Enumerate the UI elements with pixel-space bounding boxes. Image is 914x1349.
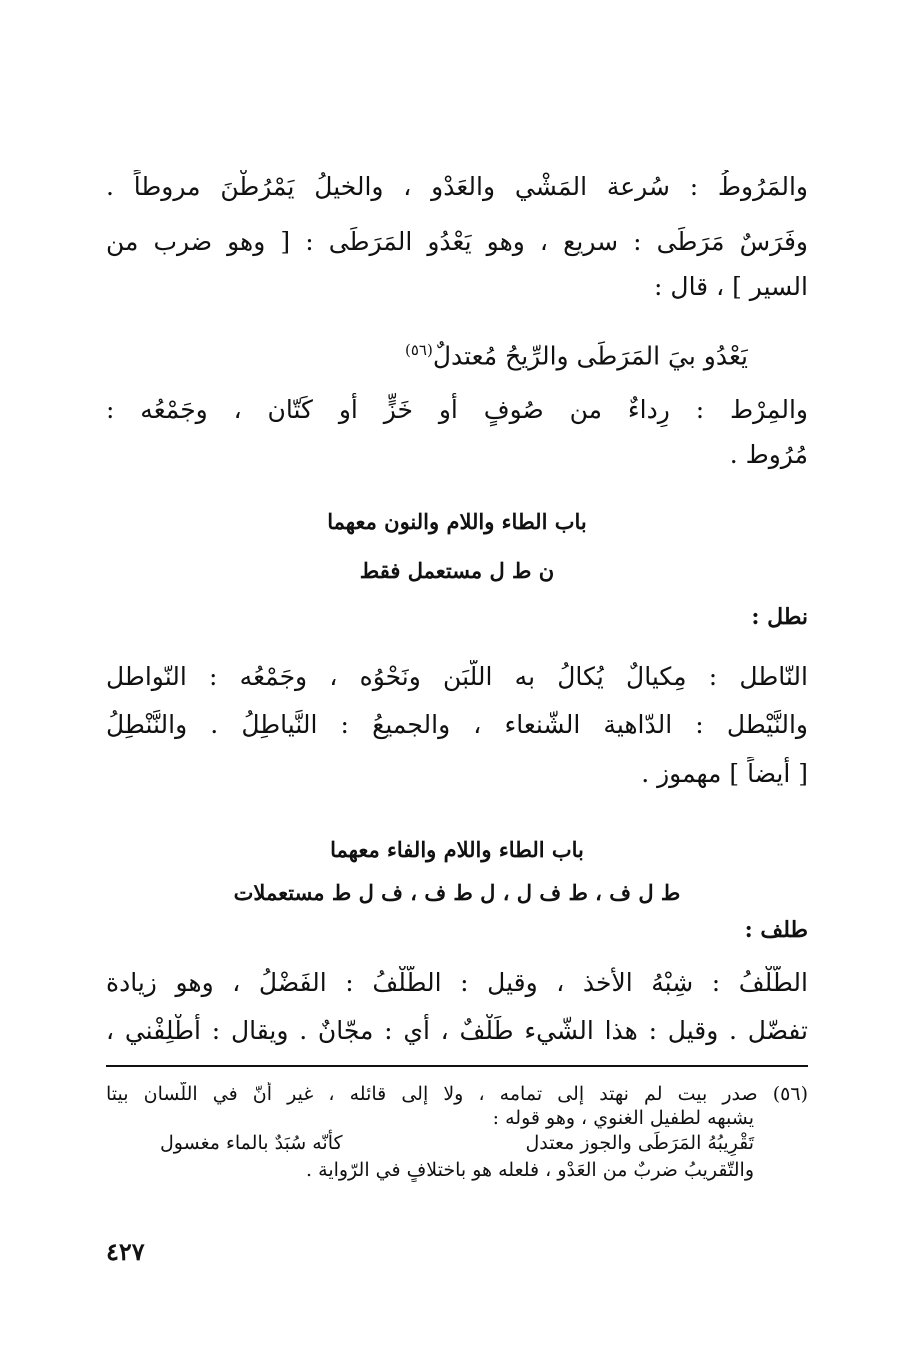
verse-line	[106, 333, 748, 373]
footnote-verse-first-hemistich: تَقْرِيبُهُ المَرَطَى والجوز معتدل	[525, 1132, 754, 1154]
section1-line-2: والنَّيْطل : الدّاهية الشّنعاء ، والجميعُ : النَّياطِلُ . والنَّنْطِلُ	[106, 710, 808, 739]
footnote-verse-second-hemistich: كأنّه سُبَدٌ بالماء مغسول	[160, 1132, 343, 1154]
verse-footnote-ref: (٥٦)	[405, 341, 433, 359]
page-number: ٤٢٧	[106, 1237, 145, 1266]
section1-line-1: النّاطل : مِكيالٌ يُكالُ به اللّبَن ونَحْوُه ، وجَمْعُه : النّواطل	[106, 662, 808, 691]
entry-heading-nutl: نطل :	[751, 604, 808, 630]
footnote-line-2: يشبهه لطفيل الغنوي ، وهو قوله :	[492, 1107, 754, 1129]
footnote-line-4: والتّقريبُ ضربٌ من العَدْو ، فلعله هو باختلافٍ في الرّواية .	[306, 1159, 754, 1181]
section-heading-2: باب الطاء واللام والفاء معهما	[330, 837, 584, 862]
body-line-2: وفَرَسٌ مَرَطَى : سريع ، وهو يَعْدُو المَرَطَى : [ وهو ضرب من	[106, 227, 808, 256]
body-line-5: والمِرْط : رِداءٌ من صُوفٍ أو خَزٍّ أو كَتّان ، وجَمْعُه :	[106, 395, 808, 424]
body-line-6: مُرُوط .	[729, 440, 808, 469]
section-subheading-2: ط ل ف ، ط ف ل ، ل ط ف ، ف ل ط مستعملات	[233, 880, 681, 905]
body-line-3: السير ] ، قال :	[654, 272, 808, 301]
section-heading-1: باب الطاء واللام والنون معهما	[327, 509, 587, 534]
section2-line-2: تفضّل . وقيل : هذا الشّيء طَلْفٌ ، أي : مجّانٌ . ويقال : أطْلِفْني ،	[106, 1016, 808, 1045]
footnote-separator	[106, 1065, 808, 1067]
footnote-line-1: (٥٦) صدر بيت لم نهتد إلى تمامه ، ولا إلى قائله ، غير أنّ في اللّسان بيتا	[106, 1083, 808, 1105]
body-line-1: والمَرُوطُ : سُرعة المَشْي والعَدْو ، والخيلُ يَمْرُطْنَ مروطاً .	[106, 172, 808, 201]
verse-text: يَعْدُو بيَ المَرَطَى والرِّيحُ مُعتدلٌ	[432, 341, 748, 371]
entry-heading-tulf: طلف :	[744, 917, 808, 943]
section2-line-1: الطَّلْفُ : شِبْهُ الأخذ ، وقيل : الطَّلْفُ : الفَضْلُ ، وهو زيادة	[106, 968, 808, 997]
section1-line-3: [ أيضاً ] مهموز .	[641, 759, 808, 788]
section-subheading-1: ن ط ل مستعمل فقط	[359, 558, 555, 583]
